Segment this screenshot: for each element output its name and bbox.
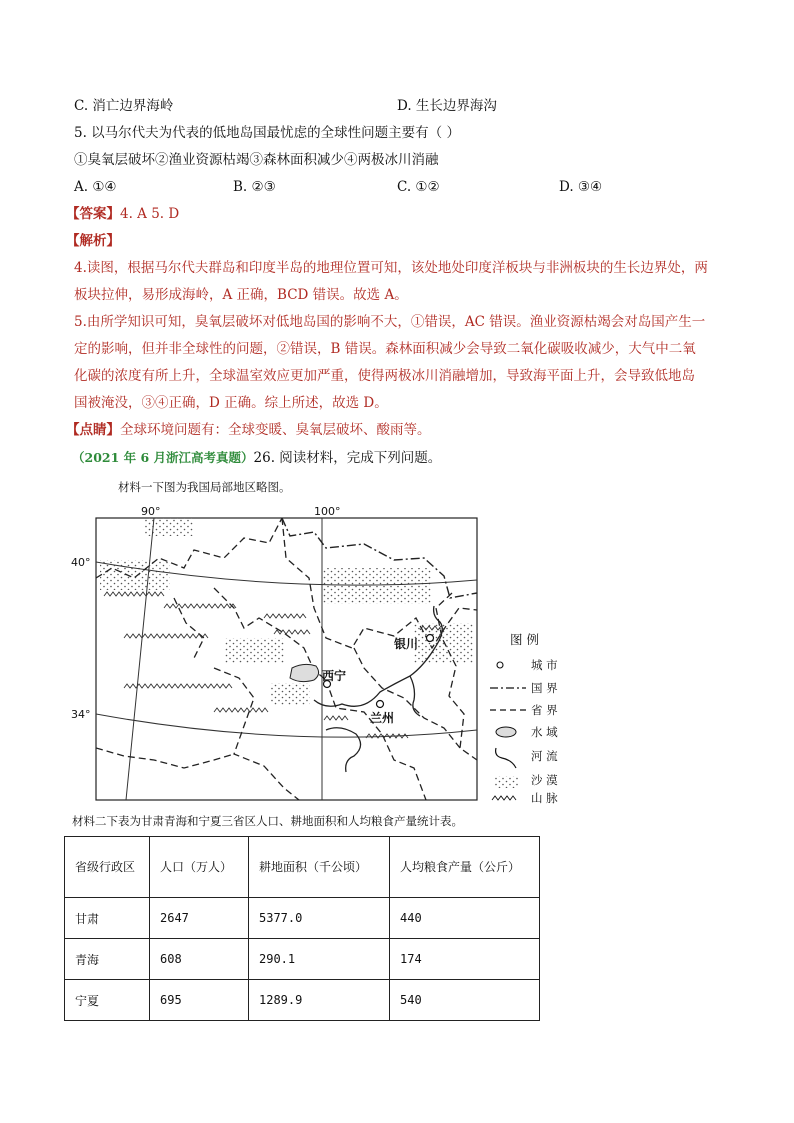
q4-option-c: C. 消亡边界海岭 — [74, 98, 174, 114]
analysis-label: 【解析】 — [66, 233, 120, 249]
desert-area — [224, 638, 284, 663]
lon-label-90: 90° — [141, 505, 161, 518]
analysis-q5-line1: 5.由所学知识可知，臭氧层破坏对低地岛国的影响不大，①错误，AC 错误。渔业资源枯竭会对岛国产生一 — [74, 314, 706, 330]
lat-label-40: 40° — [71, 556, 91, 569]
table-row — [65, 980, 540, 1021]
q5-items: ①臭氧层破坏②渔业资源枯竭③森林面积减少④两极冰川消融 — [74, 152, 439, 168]
q26-line — [72, 449, 441, 467]
col-header-farmland: 耕地面积（千公顷） — [249, 837, 390, 898]
table-cell: 290.1 — [249, 939, 390, 980]
q26-stem: 26. 阅读材料，完成下列问题。 — [253, 450, 442, 466]
answer-label: 【答案】 — [66, 206, 120, 222]
table-cell: 174 — [390, 939, 540, 980]
lat-label-34: 34° — [71, 708, 91, 721]
q5-option-c: C. ①② — [397, 179, 440, 195]
analysis-q4-line1: 4.读图，根据马尔代夫群岛和印度半岛的地理位置可知，该处地处印度洋板块与非洲板块的生长边界处，两 — [74, 260, 708, 276]
legend-city-symbol — [497, 662, 503, 668]
province-stats-table — [64, 836, 540, 1021]
q5-stem: 5. 以马尔代夫为代表的低地岛国最忧虑的全球性问题主要有（ ） — [74, 125, 460, 141]
q26-source: （2021 年 6 月浙江高考真题） — [72, 450, 254, 465]
table-cell: 宁夏 — [65, 980, 150, 1021]
table-cell: 5377.0 — [249, 898, 390, 939]
col-header-population: 人口（万人） — [150, 837, 249, 898]
col-header-province: 省级行政区 — [65, 837, 150, 898]
table-cell: 甘肃 — [65, 898, 150, 939]
legend-mountain-label: 山 脉 — [531, 791, 558, 805]
legend-mountain-symbol — [492, 796, 516, 800]
analysis-q5-line3: 化碳的浓度有所上升，全球温室效应更加严重，使得两极冰川消融增加，导致海平面上升，会导致低地岛 — [74, 368, 695, 384]
table-cell: 1289.9 — [249, 980, 390, 1021]
table-cell: 2647 — [150, 898, 249, 939]
q4-option-d: D. 生长边界海沟 — [397, 98, 497, 114]
region-map — [64, 498, 564, 808]
table-cell: 440 — [390, 898, 540, 939]
answer-line — [66, 205, 179, 223]
table-row — [65, 939, 540, 980]
legend-river-label: 河 流 — [531, 749, 558, 763]
material2-caption: 材料二下表为甘肃青海和宁夏三省区人口、耕地面积和人均粮食产量统计表。 — [72, 814, 463, 828]
city-lanzhou-marker — [377, 701, 384, 708]
answer-text: 4. A 5. D — [120, 206, 180, 222]
lon-label-100: 100° — [314, 505, 341, 518]
table-cell: 540 — [390, 980, 540, 1021]
legend-water-symbol — [496, 727, 516, 737]
q5-option-b: B. ②③ — [233, 179, 276, 195]
city-yinchuan-marker — [427, 635, 434, 642]
desert-area — [270, 683, 310, 705]
legend-national-border-label: 国 界 — [531, 681, 558, 695]
legend-water-label: 水 域 — [531, 725, 558, 739]
tips-label: 【点睛】 — [66, 422, 120, 438]
analysis-q5-line2: 定的影响，但并非全球性的问题，②错误，B 错误。森林面积减少会导致二氧化碳吸收减少，大气中二氧 — [74, 341, 696, 357]
legend-desert-label: 沙 漠 — [531, 773, 558, 787]
analysis-q5-line4: 国被淹没，③④正确，D 正确。综上所述，故选 D。 — [74, 395, 388, 411]
city-label-yinchuan: 银川 — [394, 637, 419, 651]
legend-provincial-border-label: 省 界 — [531, 703, 558, 717]
legend-desert-symbol — [494, 776, 518, 788]
city-label-xining: 西宁 — [322, 669, 347, 683]
table-cell: 608 — [150, 939, 249, 980]
map-legend — [490, 632, 558, 805]
table-cell: 青海 — [65, 939, 150, 980]
legend-title: 图 例 — [510, 632, 539, 647]
desert-area — [144, 518, 194, 536]
city-label-lanzhou: 兰州 — [370, 711, 395, 725]
table-header-row — [65, 837, 540, 898]
qinghai-lake — [290, 664, 319, 681]
desert-area — [322, 568, 432, 604]
table-row — [65, 898, 540, 939]
col-header-grain: 人均粮食产量（公斤） — [390, 837, 540, 898]
tips-text: 全球环境问题有：全球变暖、臭氧层破坏、酸雨等。 — [120, 422, 431, 438]
legend-city-label: 城 市 — [531, 658, 558, 672]
material1-caption: 材料一下图为我国局部地区略图。 — [118, 480, 291, 494]
analysis-q4-line2: 板块拉伸，易形成海岭，A 正确，BCD 错误。故选 A。 — [74, 287, 408, 303]
q5-option-a: A. ①④ — [74, 179, 117, 195]
legend-river-symbol — [496, 748, 516, 768]
table-cell: 695 — [150, 980, 249, 1021]
tips-line — [66, 421, 431, 439]
q5-option-d: D. ③④ — [559, 179, 603, 195]
